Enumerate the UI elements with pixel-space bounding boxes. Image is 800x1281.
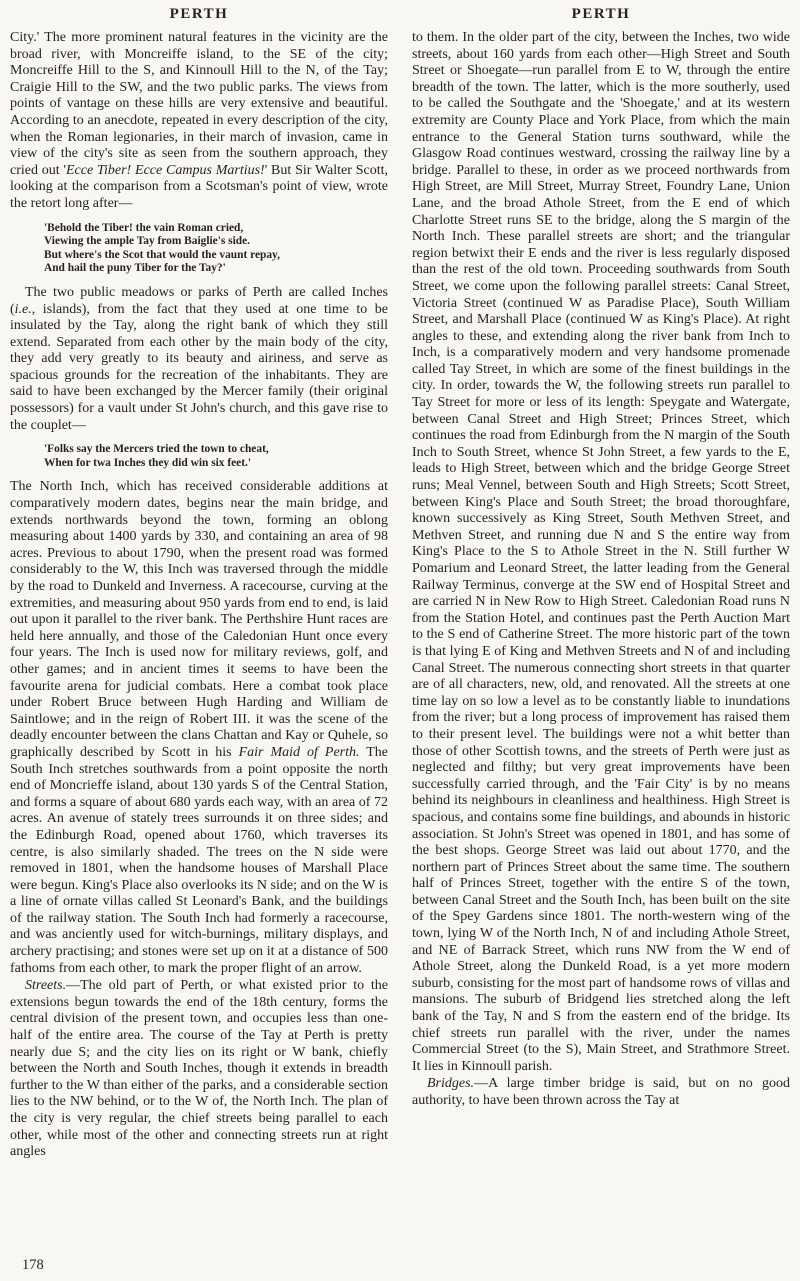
left-column-body [10,30,388,1161]
paragraph [10,978,388,1161]
italic-text: Streets. [25,978,67,994]
verse-line: 'Folks say the Mercers tried the town to cheat, [44,443,269,456]
paragraph [412,1076,790,1109]
right-column-body [412,30,790,1110]
paragraph [10,479,388,977]
body-text: City.' The more prominent natural features in the vicinity are the broad river, with Moncreiffe island, to the SE of the city; Moncreiffe Hill to the S, and Kinnoull Hill to the N, of the Tay; Craigie Hill to the SW, and the two public parks. The views from points of vantage on these hills are very extensive and beautiful. According to an anecdote, repeated in every description of the city, when the Roman legionaries, in their march of invasion, came in view of the city's site as seen from the southern approach, they cried out ' [10,30,388,178]
verse-line: But where's the Scot that would the vaunt repay, [44,248,280,261]
page-number: 178 [22,1257,44,1273]
italic-text: Fair Maid of Perth. [238,744,360,760]
right-column-header: PERTH [571,6,631,22]
left-column-header: PERTH [169,6,229,22]
verse-quote [44,443,388,470]
body-text: —A large timber bridge is said, but on no good authority, to have been thrown across the Tay at [412,1076,790,1108]
paragraph [10,285,388,434]
body-text: The South Inch stretches southwards from a point opposite the north end of Moncrieffe island, about 130 yards S of the Central Station, and forms a square of about 680 yards each way, with an area of 72 acres. An avenue of stately trees surrounds it on three sides; and the Edinburgh Road, opened about 1760, which traverses its centre, is also similarly shaded. The trees on the N side were removed in 1801, when the handsome houses of Marshall Place were begun. King's Place also overlooks its N side; and on the W is a line of ornate villas called St Leonard's Bank, and the buildings of the railway station. The South Inch had formerly a racecourse, and was anciently used for witch-burnings, military displays, and archery practising; and stones were set up on it at a distance of 500 fathoms from each other, to mark the proper flight of an arrow. [10,744,389,976]
verse-line: When for twa Inches they did win six feet.' [44,456,252,469]
body-text: —The old part of Perth, or what existed prior to the extensions begun towards the end of the 18th century, forms the central division of the present town, and occupies less than one-half of the entire area. The course of the Tay at Perth is pretty nearly due S; and the city lies on its right or W bank, chiefly between the North and South Inches, though it extends in breadth further to the W than either of the parks, and a considerable section lies to the NW behind, or to the W of, the North Inch. The plan of the city is very regular, the chief streets being parallel to each other, while most of the other and connecting streets run at right angles [10,978,388,1160]
right-column [412,4,790,1281]
body-text: to them. In the older part of the city, between the Inches, two wide streets, about 160 yards from each other—High Street and South Street or Shoegate—run parallel from E to W, through the entire breadth of the town. The latter, which is the more southerly, used to be called the Southgate and the 'Shoegate,' and at its western extremity are County Place and York Place, from which the main entrance to the General Station turns southward, while the Glasgow Road continues westward, crossing the railway line by a bridge. Parallel to these, in order as we proceed northwards from High Street, are Mill Street, Murray Street, Foundry Lane, Union Lane, and the broad Athole Street, from the E end of which Charlotte Street runs SE to the bridge, along the S margin of the North Inch. These parallel streets are short; and the triangular region betwixt their E ends and the river is less regularly disposed than the rest of the old town. Proceeding southwards from South Street, we come upon the following parallel streets: Canal Street, Victoria Street (continued W as Paradise Place), South William Street, and Marshall Place (continued W as King's Place). At right angles to these, and extending along the river bank from Inch to Inch, is a comparatively modern and very handsome promenade called Tay Street, in which are some of the finest buildings in the city. In order, towards the W, the following streets run parallel to Tay Street for more or less of its length: Speygate and Watergate, between Canal Street and High Street; Princes Street, which continues the road from Edinburgh from the N margin of the South Inch to South Street, whence St John Street, a few yards to the E, leads to High Street, between which and the bridge George Street runs; Meal Vennel, between South and High Streets; Scott Street, between King's Place and South Street; the broad thoroughfare, known successively as King Street, South Methven Street, and Methven Street, and running due N and S the entire way from King's Place to the S to Athole Street in the N. Still further W Pomarium and Leonard Street, the latter leading from the General Railway Terminus, converge at the SW end of Hospital Street and are carried N in New Row to High Street. Caledonian Road runs N from the Station Hotel, and continues past the Perth Auction Mart to the S end of Catherine Street. The more historic part of the town is that lying E of King and Methven Streets and N of and including Canal Street. The numerous connecting short streets in that quarter are of all characters, new, old, and renovated. All the streets at one time lay on so low a level as to be constantly liable to inundations from the river; but a long process of improvement has raised them to their present level. The buildings were not a whit better than those of other Scottish towns, and the streets of Perth were just as neglected and filthy; but very great improvements have been successfully carried through, and the 'Fair City' is by no means behind its neighbours in cleanliness and healthiness. High Street is spacious, and contains some fine buildings, and abounds in historic association. St John's Street was opened in 1801, and has some of the best shops. George Street was laid out about 1770, and the northern part of Princes Street about the same time. The southern half of Princes Street, together with the entire S of the town, between Canal Street and the South Inch, has been built on the site of the Spey Gardens since 1801. The north-western wing of the town, lying W of the North Inch, N of and including Athole Street, and NE of Barrack Street, which runs NW from the W end of Athole Street, along the Dunkeld Road, is a yet more modern suburb, consisting for the most part of handsome rows of villas and mansions. The suburb of Bridgend lies stretched along the left bank of the Tay, N and S from the eastern end of the bridge. Its chief streets run parallel with the river, under the names Commercial Street (to the S), Main Street, and Strathmore Street. It lies in Kinnoull parish. [412,30,790,1074]
body-text: , islands), from the fact that they used at one time to be insulated by the Tay, along the right bank of which they still extend. Separated from each other by the main body of the city, they add very greatly to its beauty and airiness, and serve as spacious grounds for the recreation of the inhabitants. They are said to have been exchanged by the Mercer family (their original possessors) for a vault under St John's church, and this gave rise to the couplet— [10,301,388,433]
left-column [10,4,388,1281]
italic-text: Bridges. [427,1076,475,1092]
italic-text: i.e. [14,301,32,317]
verse-line: And hail the puny Tiber for the Tay?' [44,262,226,275]
paragraph [10,30,388,213]
body-text: ' But Sir Walter Scott, looking at the comparison from a Scotsman's point of view, wrote the retort long after— [10,162,388,211]
verse-quote [44,222,388,276]
verse-line: 'Behold the Tiber! the vain Roman cried, [44,221,244,234]
italic-text: Ecce Tiber! Ecce Campus Martius! [66,162,265,178]
verse-line: Viewing the ample Tay from Baiglie's side. [44,235,250,248]
paragraph [412,30,790,1075]
body-text: The two public meadows or parks of Perth are called Inches ( [10,284,388,317]
body-text: The North Inch, which has received considerable additions at comparatively modern dates, begins near the main bridge, and extends northwards beyond the town, forming an oblong measuring about 1400 yards by 330, and containing an area of 98 acres. Previous to about 1790, when the present road was formed considerably to the W, this Inch was traversed through the middle by the road to Dunkeld and Inverness. A racecourse, curving at the extremities, and measuring about 950 yards from end to end, is laid out upon it parallel to the river bank. The Perthshire Hunt races are held here annually, and those of the Caledonian Hunt once every four years. The Inch is used now for military reviews, golf, and other games; and in ancient times it seems to have been the favourite arena for judicial combats. Here a combat took place under Robert Bruce between Hugh Harding and William de Saintlowe; and in the reign of Robert III. it was the scene of the deadly encounter between the clans Chattan and Kay or Quhele, so graphically described by Scott in his [10,479,388,760]
